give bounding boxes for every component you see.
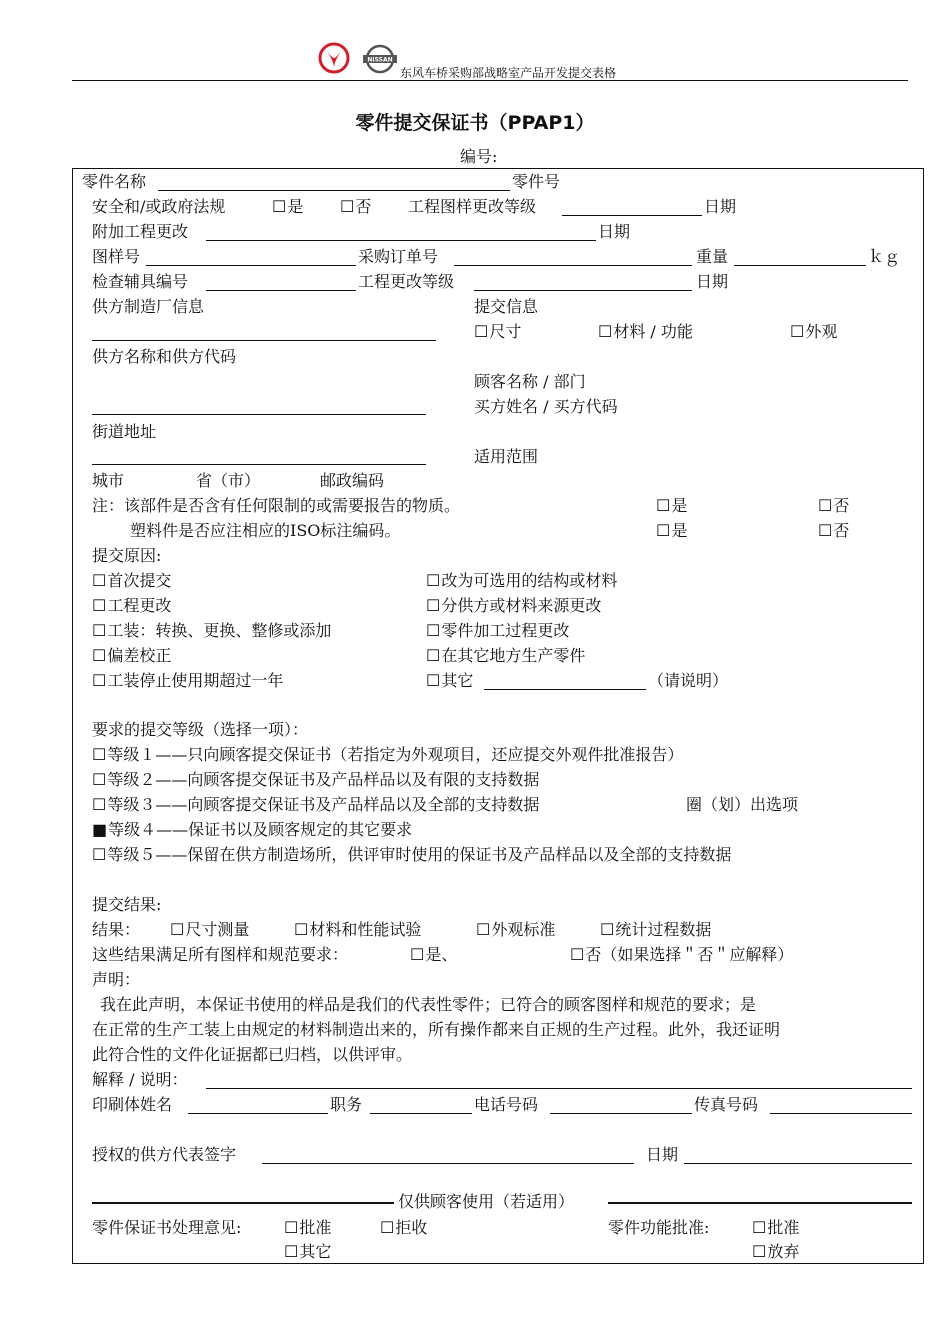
street-label: 街道地址 [92,422,157,441]
level-3-checkbox[interactable]: ☐ 等级３——向顾客提交保证书及产品样品以及全部的支持数据 [92,795,539,815]
safety-no-checkbox[interactable]: ☐ 否 [340,197,371,217]
reasons-label: 提交原因: [92,546,162,565]
gauge-no-field[interactable] [206,290,356,291]
reason-checkbox[interactable]: ☐ 零件加工过程更改 [426,621,569,641]
level-4-checkbox-checked[interactable]: ■ 等级４——保证书以及顾客规定的其它要求 [92,820,412,840]
function-approve-checkbox[interactable]: ☐ 批准 [752,1218,799,1238]
supplier-name-code-field[interactable] [92,414,426,415]
eng-change-level-label: 工程更改等级 [358,272,455,291]
customer-divider-right [608,1202,912,1204]
level-2-checkbox[interactable]: ☐ 等级２——向顾客提交保证书及产品样品以及有限的支持数据 [92,770,539,790]
drawing-change-level-field[interactable] [562,215,702,216]
nissan-logo [362,44,398,74]
levels-label: 要求的提交等级（选择一项）： [92,720,309,739]
weight-field[interactable] [734,265,866,266]
meets-yes-checkbox[interactable]: ☐ 是、 [410,945,457,965]
disposition-reject-checkbox[interactable]: ☐ 拒收 [380,1218,427,1238]
supplier-mfg-info-field[interactable] [92,340,436,341]
date-label-2: 日期 [598,222,631,241]
city-label: 城市 [92,471,125,490]
position-label: 职务 [330,1095,363,1114]
customer-divider-left [92,1202,394,1204]
phone-label: 电话号码 [474,1095,539,1114]
reason-checkbox[interactable]: ☐ 分供方或材料来源更改 [426,596,601,616]
result-material-checkbox[interactable]: ☐ 材料和性能试验 [294,920,421,940]
supplier-name-code-label: 供方名称和供方代码 [92,347,237,366]
function-approval-label: 零件功能批准: [608,1218,710,1237]
header-divider [72,80,908,81]
declaration-line: 我在此声明，本保证书使用的样品是我们的代表性零件；已符合的顾客图样和规范的要求；是 [100,995,757,1014]
results-section-label: 提交结果: [92,895,162,914]
note1-yes-checkbox[interactable]: ☐ 是 [656,496,687,516]
result-appearance-checkbox[interactable]: ☐ 外观标准 [476,920,555,940]
eng-change-level-field[interactable] [474,290,692,291]
part-no-label: 零件号 [512,172,561,191]
submit-appearance-checkbox[interactable]: ☐ 外观 [790,322,837,342]
print-name-field[interactable] [188,1113,328,1114]
part-name-label: 零件名称 [82,172,147,191]
print-name-label: 印刷体姓名 [92,1095,173,1114]
level-1-checkbox[interactable]: ☐ 等级１——只向顾客提交保证书（若指定为外观项目，还应提交外观件批准报告） [92,745,683,765]
drawing-no-field[interactable] [146,265,356,266]
drawing-change-level-label: 工程图样更改等级 [408,197,537,216]
date-label-1: 日期 [704,197,737,216]
buyer-code-label: 买方姓名 / 买方代码 [474,397,618,416]
reason-checkbox[interactable]: ☐ 工程更改 [92,596,171,616]
level-5-checkbox[interactable]: ☐ 等级５——保留在供方制造场所，供评审时使用的保证书及产品样品以及全部的支持数据 [92,845,731,865]
phone-field[interactable] [550,1113,692,1114]
explanation-label: 解释 / 说明： [92,1070,188,1089]
disposition-other-checkbox[interactable]: ☐ 其它 [284,1242,331,1262]
reason-checkbox[interactable]: ☐ 偏差校正 [92,646,171,666]
weight-label: 重量 [696,247,729,266]
application-label: 适用范围 [474,447,539,466]
postal-label: 邮政编码 [320,471,385,490]
note1-no-checkbox[interactable]: ☐ 否 [818,496,849,516]
reason-checkbox[interactable]: ☐ 首次提交 [92,571,171,591]
svg-text:NISSAN: NISSAN [367,56,393,64]
fax-field[interactable] [770,1113,912,1114]
reason-other-field[interactable] [484,689,646,690]
header-org-text: 东风车桥采购部战略室产品开发提交表格 [400,66,617,80]
note-iso-marking: 塑料件是否应注相应的ISO标注编码。 [130,521,401,540]
gauge-no-label: 检查辅具编号 [92,272,189,291]
signature-field[interactable] [262,1163,634,1164]
declaration-label: 声明： [92,970,141,989]
result-spc-checkbox[interactable]: ☐ 统计过程数据 [600,920,711,940]
explanation-field[interactable] [206,1088,912,1089]
note2-yes-checkbox[interactable]: ☐ 是 [656,521,687,541]
form-title: 零件提交保证书（PPAP1） [355,112,595,134]
circle-options-note: 圈（划）出选项 [686,795,799,814]
po-no-field[interactable] [454,265,692,266]
date-label-3: 日期 [696,272,729,291]
signature-label: 授权的供方代表签字 [92,1145,237,1164]
submit-material-function-checkbox[interactable]: ☐ 材料 / 功能 [598,322,693,342]
customer-divider-label: 仅供顾客使用（若适用） [398,1192,575,1211]
note2-no-checkbox[interactable]: ☐ 否 [818,521,849,541]
disposition-label: 零件保证书处理意见: [92,1218,242,1237]
submission-info-label: 提交信息 [474,297,539,316]
customer-dept-label: 顾客名称 / 部门 [474,372,586,391]
meets-requirements-label: 这些结果满足所有图样和规范要求： [92,945,349,964]
province-label: 省（市） [196,471,261,490]
result-dimension-checkbox[interactable]: ☐ 尺寸测量 [170,920,249,940]
results-label: 结果： [92,920,141,939]
reason-checkbox[interactable]: ☐ 在其它地方生产零件 [426,646,585,666]
safety-yes-checkbox[interactable]: ☐ 是 [272,197,303,217]
street-field[interactable] [92,464,426,465]
po-no-label: 采购订单号 [358,247,439,266]
disposition-approve-checkbox[interactable]: ☐ 批准 [284,1218,331,1238]
reason-checkbox[interactable]: ☐ 工装停止使用期超过一年 [92,671,283,691]
drawing-no-label: 图样号 [92,247,141,266]
reason-other-checkbox[interactable]: ☐ 其它 [426,671,473,691]
serial-label: 编号: [460,147,498,166]
added-eng-change-field[interactable] [206,240,596,241]
function-waive-checkbox[interactable]: ☐ 放弃 [752,1242,799,1262]
kg-unit: ｋｇ [868,247,901,266]
added-eng-change-label: 附加工程更改 [92,222,189,241]
meets-no-checkbox[interactable]: ☐ 否（如果选择＂否＂应解释） [570,945,793,965]
signature-date-label: 日期 [646,1145,679,1164]
signature-date-field[interactable] [684,1163,912,1164]
reason-checkbox[interactable]: ☐ 工装：转换、更换、整修或添加 [92,621,331,641]
submit-dimension-checkbox[interactable]: ☐ 尺寸 [474,322,521,342]
safety-label: 安全和/或政府法规 [92,197,226,216]
note-restricted-substance: 注：该部件是否含有任何限制的或需要报告的物质。 [92,496,461,515]
reason-explain-label: （请说明） [648,671,729,690]
reason-checkbox[interactable]: ☐ 改为可选用的结构或材料 [426,571,617,591]
declaration-line: 此符合性的文件化证据都已归档，以供评审。 [92,1045,413,1064]
declaration-line: 在正常的生产工装上由规定的材料制造出来的，所有操作都来自正规的生产过程。此外，我还证明 [92,1020,781,1039]
fax-label: 传真号码 [694,1095,759,1114]
dongfeng-logo [318,42,350,74]
supplier-mfg-info-label: 供方制造厂信息 [92,297,205,316]
position-field[interactable] [370,1113,472,1114]
part-name-field[interactable] [158,190,510,191]
